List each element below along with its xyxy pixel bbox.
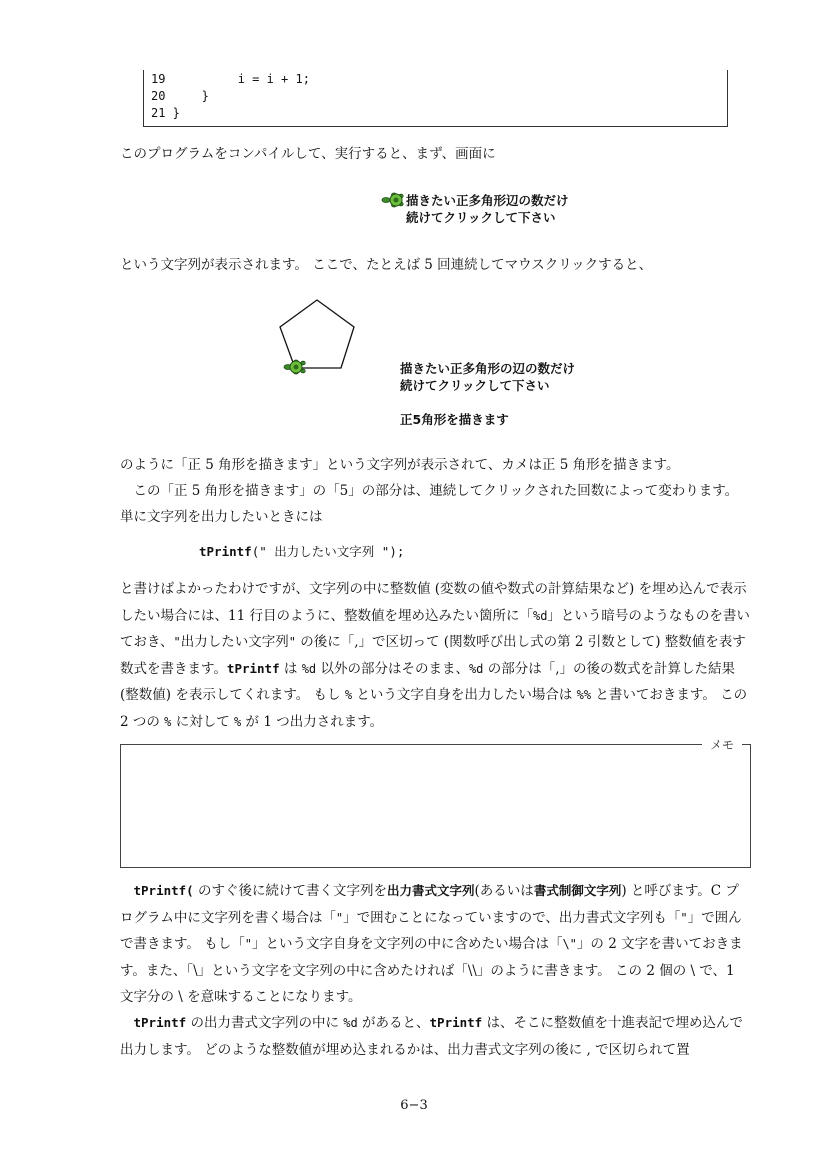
memo-label: メモ <box>702 736 742 753</box>
text-run: 」で囲むことになっていますので、出力書式文字列も「 <box>343 909 681 926</box>
text-line: この「正 5 角形を描きます」の「5」の部分は、連続してクリックされた回数によって変わります。 <box>133 483 739 499</box>
text-run: という文字自身を出力したい場合は <box>352 687 577 703</box>
text-line: のように「正 5 角形を描きます」という文字列が表示されて、カメは正 5 角形を描きます。 <box>120 457 680 473</box>
format-specifier: %d <box>343 1016 358 1030</box>
text-run: 以外の部分はそのまま、 <box>316 660 469 677</box>
text-run: は、そこに整数値を十進表記で埋め込んで出力します。 どのような整数値が埋め込まれるかは、出力書式文字列の後に , で区切られて置 <box>120 1015 744 1058</box>
paragraph-format <box>120 576 752 735</box>
text-run: 」という暗号のようなものを書いておき、 <box>120 607 750 650</box>
text-run: 」で囲んで書きます。 もし「 <box>120 909 742 952</box>
function-name: tPrintf( <box>133 883 194 898</box>
screen-text-line: 続けてクリックして下さい <box>406 210 556 225</box>
function-name: tPrintf <box>429 1015 483 1030</box>
code-example <box>199 542 404 560</box>
percent-char: % <box>234 714 242 729</box>
text-run: の部分は「,」の後の数式を計算した結果 (整数値) を表示してくれます。 もし <box>120 660 735 703</box>
code-line: 21 } <box>151 106 180 120</box>
quote-char: " <box>288 635 296 649</box>
text-line: 単に文字列を出力したいときには <box>120 509 323 525</box>
paragraph-decimal <box>120 1010 752 1063</box>
memo-box[interactable] <box>120 738 751 868</box>
text-run: があると、 <box>357 1015 430 1031</box>
format-specifier: %d <box>532 608 548 623</box>
page-number: 6−3 <box>400 1098 428 1113</box>
text-run: の後に「,」で区切って (関数呼び出し式の第 2 引数として) 整数値を表す数式を書きます。 <box>120 634 746 677</box>
function-name: tPrintf <box>199 544 252 559</box>
quote-char: " <box>680 910 688 925</box>
text-run: ) と呼びます。C プログラム中に文字列を書く場合は「 <box>120 883 739 926</box>
quote-char: " <box>173 635 181 649</box>
text-run: (あるいは <box>474 883 534 899</box>
term-bold: 出力書式文字列 <box>387 883 475 898</box>
text-run: 」という文字自身を文字列の中に含めたい場合は「 <box>251 936 563 952</box>
code-listing <box>143 70 728 127</box>
quote-char: " <box>244 937 252 951</box>
text-run: 出力したい文字列 <box>180 634 289 650</box>
paragraph-format-string <box>120 878 752 1011</box>
text-run: に対して <box>171 713 234 730</box>
format-specifier: %d <box>468 661 484 676</box>
function-name: tPrintf <box>226 660 280 676</box>
text-run: は <box>279 660 302 677</box>
format-specifier: %d <box>301 661 317 676</box>
quote-char: " <box>335 910 344 925</box>
text-run: が 1 つ出力されます。 <box>241 713 384 730</box>
code-line: 19 i = i + 1; <box>151 72 310 86</box>
screen-text-line: 描きたい正多角形辺の数だけ <box>406 193 569 208</box>
percent-char: % <box>344 688 353 702</box>
escape-sequence: \" <box>562 937 577 951</box>
screen-output-prompt <box>406 192 569 226</box>
function-name: tPrintf <box>133 1015 187 1030</box>
paragraph-pentagon <box>120 452 752 530</box>
screen-text-line: 正5角形を描きます <box>400 412 509 427</box>
turtle-icon <box>381 191 407 213</box>
screen-text-line: 続けてクリックして下さい <box>400 378 550 393</box>
code-args: (" 出力したい文字列 "); <box>251 544 405 559</box>
paragraph-intro: このプログラムをコンパイルして、実行すると、まず、画面に <box>120 146 496 162</box>
text-run: と書けばよかったわけですが、文字列の中に整数値 (変数の値や数式の計算結果など) を埋め込んで表示したい場合には、11 行目のように、整数値を埋め込みたい箇所に「 <box>120 581 747 624</box>
screen-text-line: 描きたい正多角形の辺の数だけ <box>400 361 576 376</box>
text-run: 」の 2 文字を書いておきます。また、「\」という文字を文字列の中に含めたければ「\\」のように書きます。 この 2 個の \ で、1 文字分の \ を意味することになります。 <box>120 936 743 1005</box>
percent-char: % <box>164 714 172 729</box>
term-bold: 書式制御文字列 <box>533 883 622 898</box>
turtle-icon <box>283 358 309 380</box>
screen-output-result <box>400 360 575 428</box>
text-run: と書いておきます。 この 2 つの <box>120 687 748 730</box>
percent-escape: %% <box>576 688 592 702</box>
code-line: 20 } <box>151 89 209 103</box>
paragraph-click: という文字列が表示されます。 ここで、たとえば 5 回連続してマウスクリックすると、 <box>120 257 653 273</box>
text-run: の出力書式文字列の中に <box>186 1015 344 1031</box>
text-run: のすぐ後に続けて書く文字列を <box>193 883 388 899</box>
